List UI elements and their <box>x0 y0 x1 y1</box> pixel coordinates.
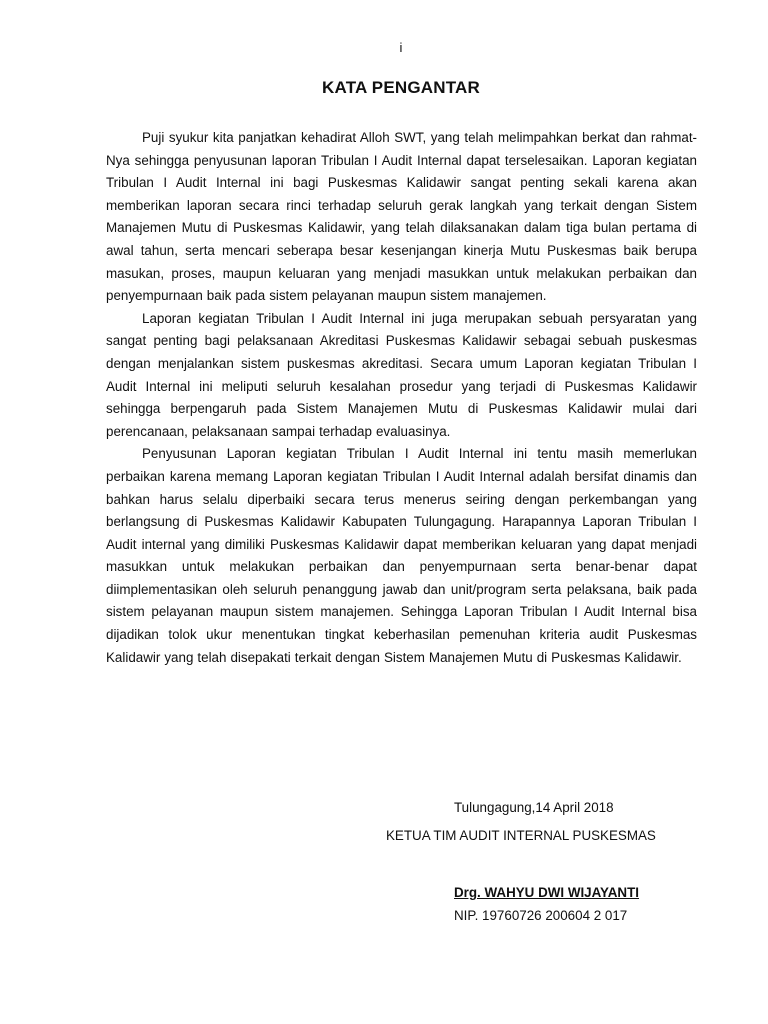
body-text <box>106 127 697 669</box>
paragraph-3: Penyusunan Laporan kegiatan Tribulan I Audit Internal ini tentu masih memerlukan perbaikan karena memang Laporan kegiatan Tribulan I Audit Internal adalah bersifat dinamis dan bahkan harus selalu diperbaiki secara terus menerus seiring dengan perkembangan yang berlangsung di Puskesmas Kalidawir Kabupaten Tulungagung. Harapannya Laporan Tribulan I Audit internal yang dimiliki Puskesmas Kalidawir dapat memberikan keluaran yang dapat menjadi masukkan untuk melakukan perbaikan dan penyempurnaan serta benar-benar dapat diimplementasikan oleh seluruh penanggung jawab dan unit/program serta pelaksana, baik pada sistem pelayanan maupun sistem manajemen. Sehingga Laporan Tribulan I Audit Internal bisa dijadikan tolok ukur menentukan tingkat keberhasilan pemenuhan kriteria audit Puskesmas Kalidawir yang telah disepakati terkait dengan Sistem Manajemen Mutu di Puskesmas Kalidawir. <box>106 446 697 665</box>
page-number: i <box>399 40 403 55</box>
paragraph-1: Puji syukur kita panjatkan kehadirat Alloh SWT, yang telah melimpahkan berkat dan rahmat-Nya sehingga penyusunan laporan Tribulan I Audit Internal dapat terselesaikan. Laporan kegiatan Tribulan I Audit Internal ini bagi Puskesmas Kalidawir sangat penting sekali karena akan memberikan laporan secara rinci terhadap seluruh gerak langkah yang terkait dengan Sistem Manajemen Mutu di Puskesmas Kalidawir, yang telah dilaksanakan dalam tiga bulan pertama di awal tahun, serta mencari seberapa besar kesenjangan kinerja Mutu Puskesmas baik berupa masukan, proses, maupun keluaran yang menjadi masukkan untuk melakukan perbaikan dan penyempurnaan baik pada sistem pelayanan maupun sistem manajemen. <box>106 130 697 304</box>
paragraph-2: Laporan kegiatan Tribulan I Audit Internal ini juga merupakan sebuah persyaratan yang sangat penting bagi pelaksanaan Akreditasi Puskesmas Kalidawir sebagai sebuah puskesmas dengan menjalankan sistem puskesmas akreditasi. Secara umum Laporan kegiatan Tribulan I Audit Internal ini meliputi seluruh kesalahan prosedur yang terjadi di Puskesmas Kalidawir sehingga berpengaruh pada Sistem Manajemen Mutu di Puskesmas Kalidawir mulai dari perencanaan, pelaksanaan sampai terhadap evaluasinya. <box>106 310 697 439</box>
signature-nip: NIP. 19760726 200604 2 017 <box>454 908 628 923</box>
signature-place-date: Tulungagung,14 April 2018 <box>454 800 614 815</box>
signature-name: Drg. WAHYU DWI WIJAYANTI <box>454 885 640 900</box>
signature-role: KETUA TIM AUDIT INTERNAL PUSKESMAS <box>386 828 656 843</box>
document-title: KATA PENGANTAR <box>322 78 480 97</box>
